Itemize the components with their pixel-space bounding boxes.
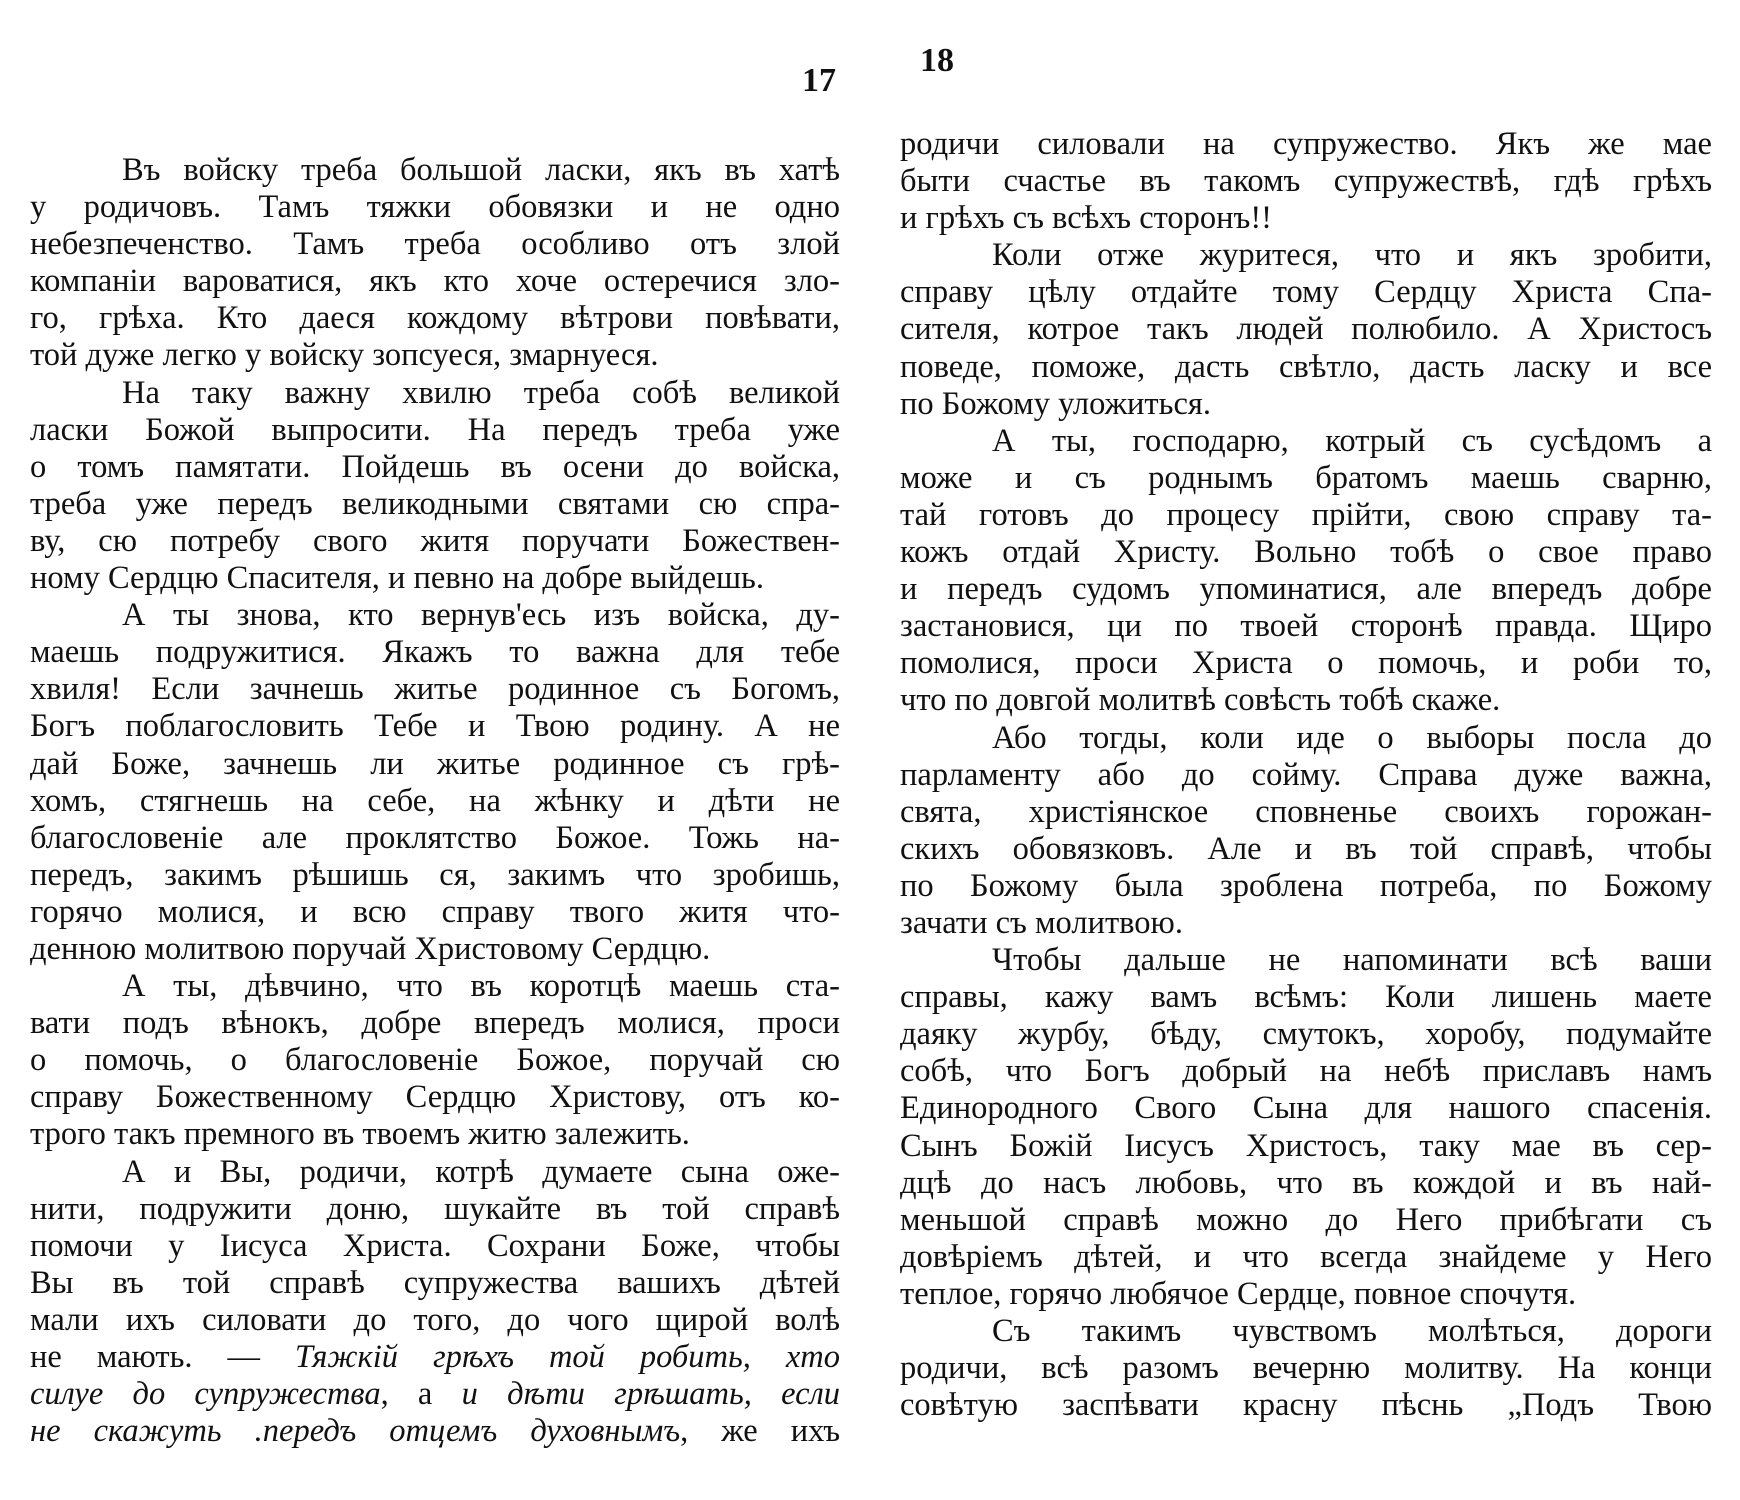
- text-line: [900, 386, 1712, 423]
- text-span: кожъ отдай Христу. Вольно тобѣ о свое право: [900, 534, 1712, 571]
- text-line: [30, 1005, 840, 1042]
- text-line: [900, 1128, 1712, 1165]
- text-span: родичи силовали на супружество. Якъ же мае: [900, 126, 1712, 162]
- text-span: ву, сю потребу свого житя поручати Божествен-: [30, 522, 840, 559]
- text-line: [30, 449, 840, 486]
- text-span: компанiи вароватися, якъ кто хоче остеречися зло-: [30, 263, 840, 300]
- text-line: [30, 226, 840, 263]
- text-span: Съ такимъ чувствомъ молѣться, дороги: [992, 1313, 1712, 1349]
- text-line: [30, 1116, 840, 1153]
- text-line: [30, 1265, 840, 1302]
- text-span: хомъ, стягнешь на себе, на жѣнку и дѣти не: [30, 782, 840, 819]
- text-line: [900, 200, 1712, 237]
- text-span: той дуже легко у войску зопсуеся, змарнуеся.: [30, 337, 659, 374]
- text-line: [900, 794, 1712, 831]
- text-span: , же ихъ: [680, 1413, 840, 1450]
- text-line: [30, 152, 840, 189]
- text-span: маешь подружитися. Якажъ то важна для тебе: [30, 634, 840, 671]
- text-line: [900, 608, 1712, 645]
- text-line: [30, 1413, 840, 1450]
- text-line: [900, 1053, 1712, 1090]
- left-page: [30, 0, 840, 1500]
- text-span: тай готовъ до процесу прiйти, свою справу та-: [900, 496, 1712, 533]
- text-line: [30, 375, 840, 412]
- text-span: Въ войску треба большой ласки, якъ въ хатѣ: [122, 152, 840, 188]
- italic-span: силуе до супружества: [30, 1376, 381, 1413]
- text-span: А и Вы, родичи, котрѣ думаете сына оже-: [122, 1153, 840, 1190]
- page-number-right: 18: [920, 42, 954, 79]
- text-span: помолися, проси Христа о помочь, и роби то,: [900, 645, 1712, 682]
- text-span: Вы въ той справѣ супружества вашихъ дѣтей: [30, 1264, 840, 1301]
- text-span: застановися, ци по твоей сторонѣ правда. Щиро: [900, 608, 1712, 645]
- text-span: парламенту або до сойму. Справа дуже важна,: [900, 756, 1712, 793]
- text-line: [900, 1350, 1712, 1387]
- text-line: [900, 868, 1712, 905]
- text-span: Единородного Свого Сына для нашого спасенiя.: [900, 1090, 1712, 1127]
- text-line: [30, 189, 840, 226]
- text-line: [30, 1191, 840, 1228]
- text-span: и грѣхъ съ всѣхъ сторонъ!!: [900, 200, 1273, 237]
- text-line: [900, 1387, 1712, 1424]
- text-line: [30, 634, 840, 671]
- text-span: А ты знова, кто вернув'есь изъ войска, ду-: [122, 597, 840, 634]
- text-span: Сынъ Божiй Iисусъ Христосъ, таку мае въ сер-: [900, 1127, 1712, 1164]
- text-line: [30, 412, 840, 449]
- text-span: поведе, поможе, дасть свѣтло, дасть ласку и все: [900, 348, 1712, 385]
- text-line: [30, 708, 840, 745]
- text-span: даяку журбу, бѣду, смутокъ, хоробу, подумайте: [900, 1016, 1712, 1053]
- text-span: трого такъ премного въ твоемъ житю залежить.: [30, 1116, 690, 1153]
- text-span: го, грѣха. Кто даеся кождому вѣтрови повѣвати,: [30, 300, 840, 337]
- text-span: о помочь, о благословенiе Божое, поручай сю: [30, 1042, 840, 1079]
- text-span: ласки Божой выпросити. На передъ треба уже: [30, 411, 840, 448]
- text-span: справу Божественному Сердцю Христову, отъ ко-: [30, 1079, 840, 1116]
- text-span: свята, христiянское сповненье своихъ горожан-: [900, 793, 1712, 830]
- text-line: [900, 1313, 1712, 1350]
- text-line: [30, 783, 840, 820]
- text-line: [30, 931, 840, 968]
- text-line: [30, 337, 840, 374]
- text-span: что по довгой молитвѣ совѣсть тобѣ скаже.: [900, 682, 1501, 719]
- text-span: скихъ обовязковъ. Але и въ той справѣ, чтобы: [900, 830, 1712, 867]
- text-span: А ты, господарю, котрый съ сусѣдомъ а: [992, 422, 1712, 459]
- italic-span: не скажуть .передъ отцемъ духовнымъ: [30, 1413, 681, 1450]
- text-span: зачати съ молитвою.: [900, 904, 1183, 941]
- text-line: [900, 423, 1712, 460]
- text-line: [900, 497, 1712, 534]
- text-span: благословенiе але проклятство Божое. Тожь на-: [30, 819, 840, 856]
- text-line: [900, 126, 1712, 163]
- text-span: На таку важну хвилю треба собѣ великой: [122, 374, 840, 411]
- text-line: [30, 300, 840, 337]
- text-line: [900, 460, 1712, 497]
- text-line: [30, 263, 840, 300]
- text-line: [30, 560, 840, 597]
- text-line: [900, 1016, 1712, 1053]
- text-line: [30, 746, 840, 783]
- text-line: [30, 894, 840, 931]
- text-line: [900, 349, 1712, 386]
- text-span: нити, подружити доню, шукайте въ той справѣ: [30, 1190, 840, 1227]
- text-span: довѣрiемъ дѣтей, и что всегда знайдеме у Него: [900, 1238, 1712, 1275]
- text-span: справы, кажу вамъ всѣмъ: Коли лишень маете: [900, 979, 1712, 1016]
- text-span: хвиля! Если зачнешь житье родинное съ Богомъ,: [30, 671, 840, 708]
- text-line: [900, 942, 1712, 979]
- text-span: совѣтую заспѣвати красну пѣснь „Подъ Твою: [900, 1387, 1712, 1424]
- text-line: [30, 1376, 840, 1413]
- text-span: теплое, горячо любячое Сердце, повное спочутя.: [900, 1275, 1577, 1312]
- italic-span: и дѣти грѣшать, если: [461, 1376, 840, 1413]
- text-line: [900, 163, 1712, 200]
- text-line: [900, 311, 1712, 348]
- text-span: може и съ роднымъ братомъ маешь сварню,: [900, 459, 1712, 496]
- text-line: [30, 857, 840, 894]
- text-span: передъ, закимъ рѣшишь ся, закимъ что зробишь,: [30, 856, 840, 893]
- text-line: [30, 671, 840, 708]
- text-span: меньшой справѣ можно до Него прибѣгати съ: [900, 1201, 1712, 1238]
- text-line: [30, 1302, 840, 1339]
- text-span: справу цѣлу отдайте тому Сердцу Христа Спа-: [900, 274, 1712, 311]
- text-span: Коли отже журитеся, что и якъ зробити,: [992, 237, 1712, 274]
- text-line: [30, 523, 840, 560]
- text-span: Чтобы дальше не напоминати всѣ ваши: [992, 942, 1712, 979]
- text-line: [30, 1154, 840, 1191]
- text-span: о томъ памятати. Пойдешь въ осени до войска,: [30, 448, 840, 485]
- text-span: вати подъ вѣнокъ, добре впередъ молися, проси: [30, 1005, 840, 1042]
- text-span: денною молитвою поручай Христовому Сердцю.: [30, 930, 711, 967]
- text-span: сителя, котрое такъ людей полюбило. А Христосъ: [900, 311, 1712, 348]
- text-span: быти счастье въ такомъ супружествѣ, гдѣ грѣхъ: [900, 163, 1712, 200]
- right-page: [900, 0, 1712, 1500]
- text-line: [900, 757, 1712, 794]
- right-page-text: [900, 126, 1712, 1424]
- text-line: [900, 979, 1712, 1016]
- text-span: собѣ, что Богъ добрый на небѣ приславъ намъ: [900, 1053, 1712, 1090]
- text-line: [30, 1228, 840, 1265]
- text-span: по Божому была зроблена потреба, по Божому: [900, 867, 1712, 904]
- text-line: [900, 720, 1712, 757]
- text-line: [30, 1339, 840, 1376]
- text-line: [30, 820, 840, 857]
- text-span: небезпеченство. Тамъ треба особливо отъ злой: [30, 226, 840, 263]
- text-span: дай Боже, зачнешь ли житье родинное съ грѣ-: [30, 745, 840, 782]
- text-span: Богъ поблагословить Тебе и Твою родину. А не: [30, 708, 840, 745]
- text-span: треба уже передъ великодными святами сю спра-: [30, 485, 840, 522]
- text-span: горячо молися, и всю справу твого житя что-: [30, 893, 840, 930]
- text-span: , а: [380, 1376, 462, 1413]
- text-span: А ты, дѣвчино, что въ коротцѣ маешь ста-: [122, 968, 840, 1005]
- text-line: [900, 645, 1712, 682]
- text-line: [30, 486, 840, 523]
- text-line: [900, 1239, 1712, 1276]
- text-line: [900, 905, 1712, 942]
- text-line: [900, 274, 1712, 311]
- text-span: не мають. —: [30, 1339, 295, 1375]
- text-line: [30, 1042, 840, 1079]
- text-line: [30, 968, 840, 1005]
- text-span: помочи у Iисуса Христа. Сохрани Боже, чтобы: [30, 1227, 840, 1264]
- text-line: [900, 571, 1712, 608]
- page-number-left: 17: [802, 62, 836, 99]
- text-line: [900, 237, 1712, 274]
- text-span: родичи, всѣ разомъ вечерню молитву. На конци: [900, 1350, 1712, 1387]
- text-span: у родичовъ. Тамъ тяжки обовязки и не одно: [30, 189, 840, 226]
- text-line: [900, 534, 1712, 571]
- text-line: [900, 1276, 1712, 1313]
- text-line: [900, 1202, 1712, 1239]
- text-line: [900, 1090, 1712, 1127]
- text-line: [900, 831, 1712, 868]
- text-line: [30, 597, 840, 634]
- left-page-text: [30, 152, 840, 1450]
- text-span: дцѣ до насъ любовь, что въ кождой и въ най-: [900, 1164, 1712, 1201]
- text-span: Або тогды, коли иде о выборы посла до: [992, 719, 1712, 756]
- text-line: [900, 682, 1712, 719]
- text-span: мали ихъ силовати до того, до чого щирой волѣ: [30, 1301, 840, 1338]
- italic-span: Тяжкiй грѣхъ той робить, хто: [294, 1339, 840, 1375]
- text-line: [900, 1165, 1712, 1202]
- text-span: и передъ судомъ упоминатися, але впередъ добре: [900, 571, 1712, 608]
- text-span: по Божому уложиться.: [900, 385, 1211, 422]
- text-line: [30, 1079, 840, 1116]
- text-span: ному Сердцю Спасителя, и певно на добре выйдешь.: [30, 560, 764, 597]
